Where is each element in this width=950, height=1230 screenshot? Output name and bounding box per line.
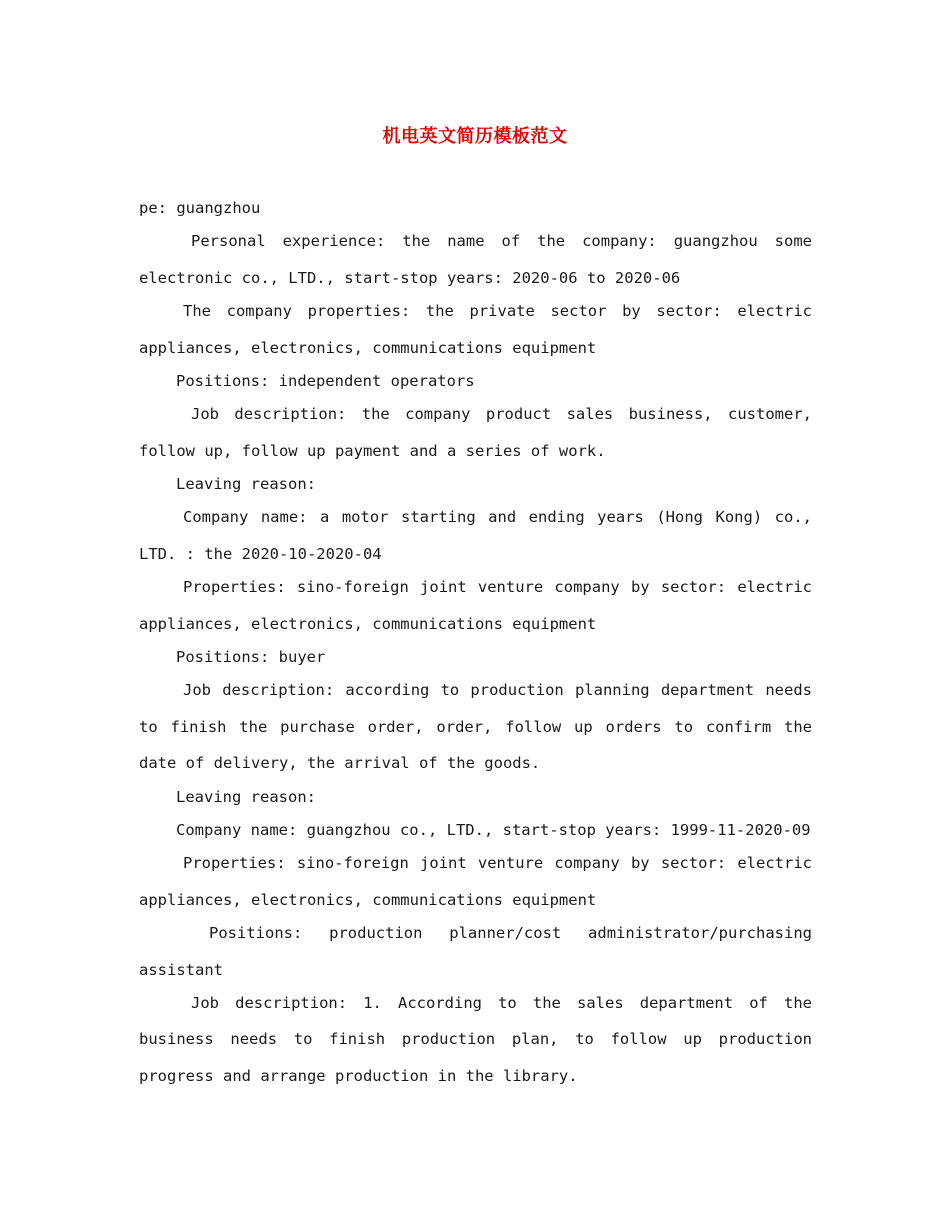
paragraph-job-description: Job description: according to production planning department needs to finish the purchase order, order, follow up orders to confirm the date of delivery, the arrival of the goods.: [139, 681, 812, 773]
paragraph-company-properties: The company properties: the private sector by sector: electric appliances, electronics, communications equipment: [139, 302, 812, 357]
paragraph-leaving-reason: Leaving reason:: [176, 475, 316, 494]
paragraph-company-name: Company name: guangzhou co., LTD., start-stop years: 1999-11-2020-09: [176, 820, 811, 839]
paragraph-job-description: Job description: the company product sales business, customer, follow up, follow up payment and a series of work.: [139, 405, 812, 460]
resume-body: [139, 190, 812, 1091]
document-title: 机电英文简历模板范文: [382, 126, 568, 147]
paragraph-location: pe: guangzhou: [139, 199, 261, 217]
paragraph-positions: Positions: buyer: [176, 648, 326, 666]
paragraph-properties: Properties: sino-foreign joint venture company by sector: electric appliances, electronics, communications equipment: [139, 578, 812, 633]
paragraph-personal-experience: Personal experience: the name of the company: guangzhou some electronic co., LTD., start-stop years: 2020-06 to 2020-06: [139, 232, 812, 287]
paragraph-properties: Properties: sino-foreign joint venture company by sector: electric appliances, electronics, communications equipment: [139, 854, 812, 909]
paragraph-positions: Positions: independent operators: [176, 371, 475, 390]
paragraph-job-description: Job description: 1. According to the sales department of the business needs to finish production plan, to follow up production progress and arrange production in the library.: [139, 993, 812, 1085]
paragraph-positions: Positions: production planner/cost administrator/purchasing assistant: [139, 924, 812, 979]
paragraph-company-name: Company name: a motor starting and ending years (Hong Kong) co., LTD. : the 2020-10-2020-04: [139, 508, 812, 563]
paragraph-leaving-reason: Leaving reason:: [176, 787, 316, 806]
